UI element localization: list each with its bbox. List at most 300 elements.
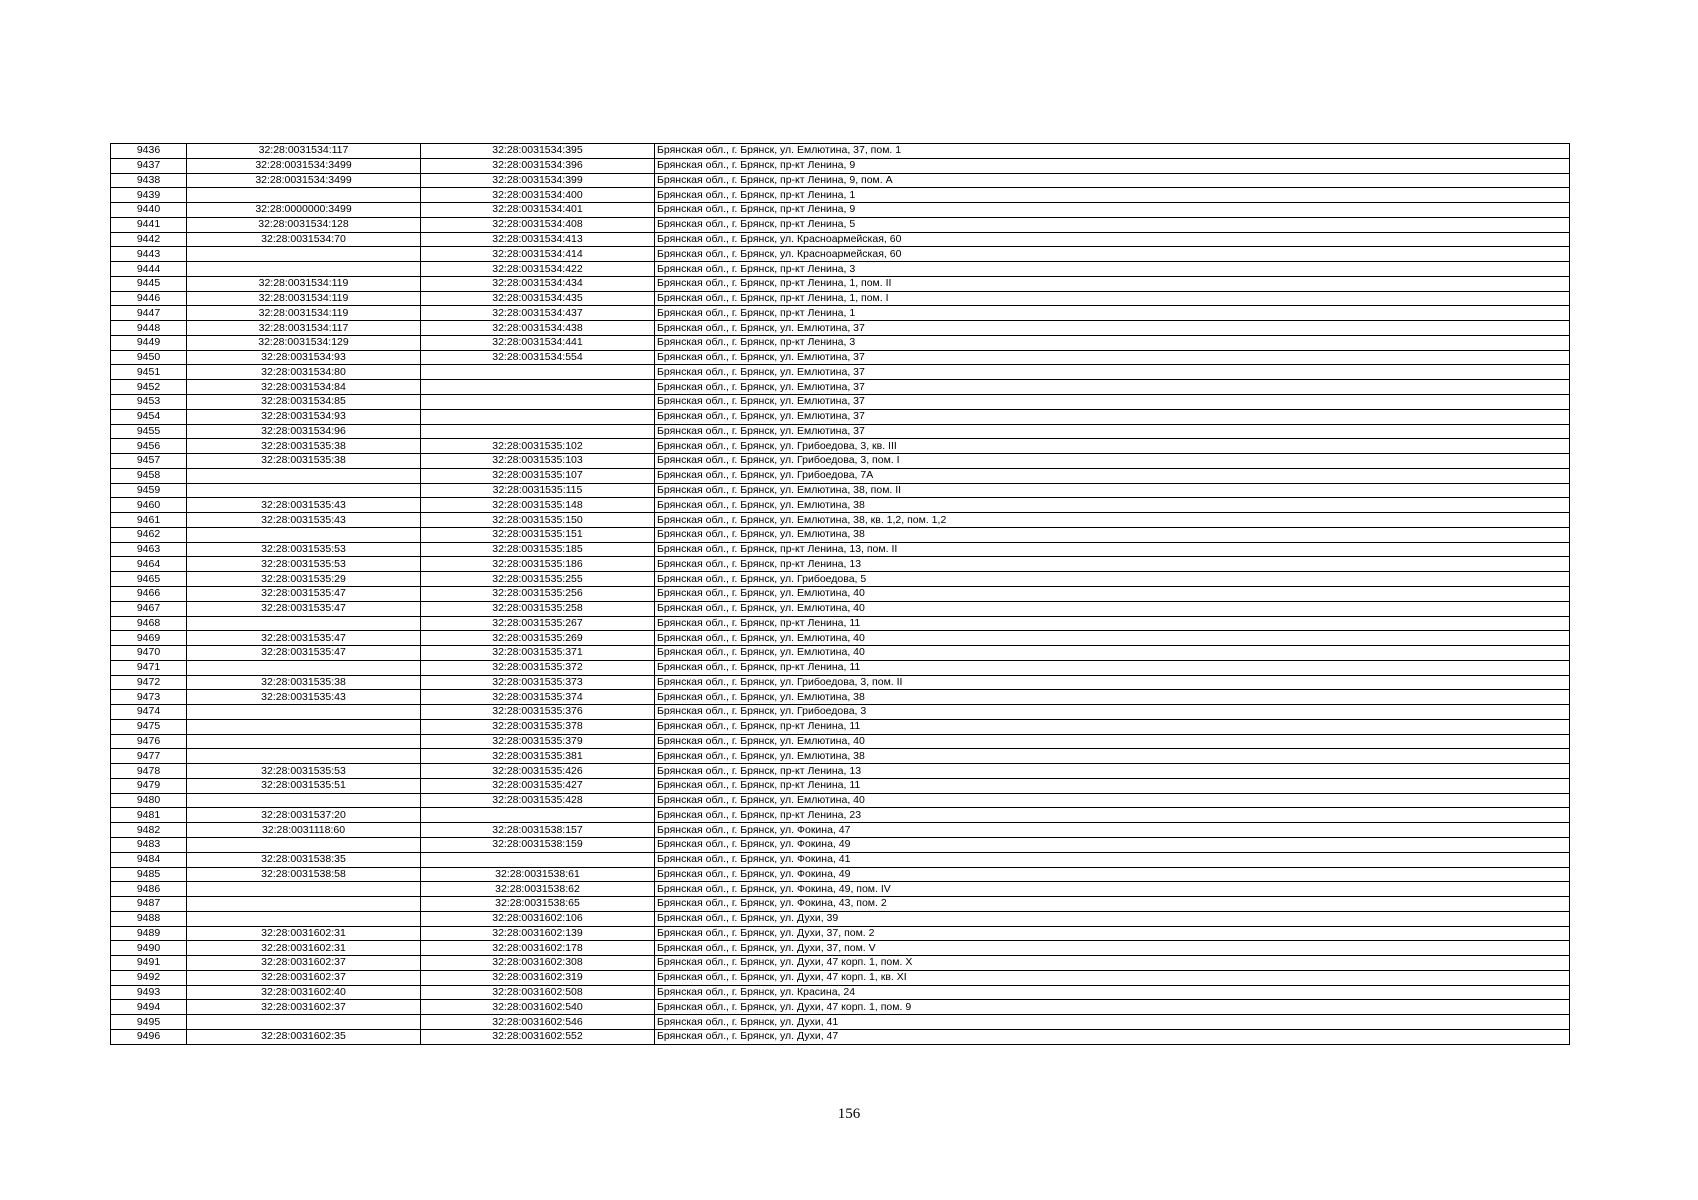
row-number-cell: 9446 bbox=[111, 291, 187, 306]
new-cadastral-number-cell: 32:28:0031535:269 bbox=[421, 631, 655, 646]
row-number-cell: 9456 bbox=[111, 439, 187, 454]
address-cell: Брянская обл., г. Брянск, ул. Грибоедова, 3 bbox=[655, 705, 1570, 720]
old-cadastral-number-cell: 32:28:0031535:43 bbox=[187, 690, 421, 705]
address-cell: Брянская обл., г. Брянск, ул. Грибоедова, 5 bbox=[655, 572, 1570, 587]
address-cell: Брянская обл., г. Брянск, ул. Емлютина, 40 bbox=[655, 646, 1570, 661]
address-cell: Брянская обл., г. Брянск, ул. Емлютина, 37 bbox=[655, 409, 1570, 424]
table-row bbox=[111, 601, 1570, 616]
table-row bbox=[111, 439, 1570, 454]
address-cell: Брянская обл., г. Брянск, ул. Емлютина, 40 bbox=[655, 601, 1570, 616]
row-number-cell: 9496 bbox=[111, 1029, 187, 1044]
new-cadastral-number-cell: 32:28:0031534:554 bbox=[421, 350, 655, 365]
table-row bbox=[111, 646, 1570, 661]
new-cadastral-number-cell: 32:28:0031535:378 bbox=[421, 719, 655, 734]
row-number-cell: 9491 bbox=[111, 956, 187, 971]
row-number-cell: 9448 bbox=[111, 321, 187, 336]
table-row bbox=[111, 985, 1570, 1000]
new-cadastral-number-cell bbox=[421, 395, 655, 410]
new-cadastral-number-cell: 32:28:0031602:319 bbox=[421, 970, 655, 985]
new-cadastral-number-cell: 32:28:0031534:435 bbox=[421, 291, 655, 306]
table-row bbox=[111, 173, 1570, 188]
row-number-cell: 9461 bbox=[111, 513, 187, 528]
old-cadastral-number-cell: 32:28:0031602:37 bbox=[187, 970, 421, 985]
table-row bbox=[111, 897, 1570, 912]
row-number-cell: 9494 bbox=[111, 1000, 187, 1015]
page-number: 156 bbox=[837, 1106, 861, 1122]
new-cadastral-number-cell: 32:28:0031534:437 bbox=[421, 306, 655, 321]
table-row bbox=[111, 778, 1570, 793]
row-number-cell: 9455 bbox=[111, 424, 187, 439]
new-cadastral-number-cell: 32:28:0031534:413 bbox=[421, 232, 655, 247]
old-cadastral-number-cell: 32:28:0031535:51 bbox=[187, 778, 421, 793]
address-cell: Брянская обл., г. Брянск, ул. Емлютина, 38, кв. 1,2, пом. 1,2 bbox=[655, 513, 1570, 528]
row-number-cell: 9479 bbox=[111, 778, 187, 793]
new-cadastral-number-cell: 32:28:0031535:185 bbox=[421, 542, 655, 557]
row-number-cell: 9440 bbox=[111, 203, 187, 218]
row-number-cell: 9475 bbox=[111, 719, 187, 734]
new-cadastral-number-cell: 32:28:0031602:552 bbox=[421, 1029, 655, 1044]
table-row bbox=[111, 631, 1570, 646]
row-number-cell: 9488 bbox=[111, 911, 187, 926]
address-cell: Брянская обл., г. Брянск, ул. Емлютина, 37 bbox=[655, 321, 1570, 336]
row-number-cell: 9450 bbox=[111, 350, 187, 365]
new-cadastral-number-cell: 32:28:0031602:540 bbox=[421, 1000, 655, 1015]
row-number-cell: 9477 bbox=[111, 749, 187, 764]
row-number-cell: 9451 bbox=[111, 365, 187, 380]
new-cadastral-number-cell bbox=[421, 365, 655, 380]
new-cadastral-number-cell bbox=[421, 380, 655, 395]
table-row bbox=[111, 837, 1570, 852]
row-number-cell: 9452 bbox=[111, 380, 187, 395]
table-row bbox=[111, 424, 1570, 439]
old-cadastral-number-cell: 32:28:0031118:60 bbox=[187, 823, 421, 838]
table-row bbox=[111, 276, 1570, 291]
new-cadastral-number-cell: 32:28:0031535:374 bbox=[421, 690, 655, 705]
old-cadastral-number-cell bbox=[187, 837, 421, 852]
row-number-cell: 9437 bbox=[111, 158, 187, 173]
row-number-cell: 9457 bbox=[111, 454, 187, 469]
address-cell: Брянская обл., г. Брянск, пр-кт Ленина, 9 bbox=[655, 203, 1570, 218]
table-row bbox=[111, 365, 1570, 380]
old-cadastral-number-cell: 32:28:0031602:31 bbox=[187, 926, 421, 941]
row-number-cell: 9482 bbox=[111, 823, 187, 838]
table-row bbox=[111, 306, 1570, 321]
old-cadastral-number-cell: 32:28:0031535:38 bbox=[187, 454, 421, 469]
new-cadastral-number-cell: 32:28:0031534:422 bbox=[421, 262, 655, 277]
new-cadastral-number-cell: 32:28:0031602:139 bbox=[421, 926, 655, 941]
old-cadastral-number-cell: 32:28:0031534:3499 bbox=[187, 158, 421, 173]
table-row bbox=[111, 498, 1570, 513]
old-cadastral-number-cell: 32:28:0031535:38 bbox=[187, 439, 421, 454]
old-cadastral-number-cell bbox=[187, 882, 421, 897]
new-cadastral-number-cell: 32:28:0031535:115 bbox=[421, 483, 655, 498]
old-cadastral-number-cell: 32:28:0031534:96 bbox=[187, 424, 421, 439]
old-cadastral-number-cell: 32:28:0031534:84 bbox=[187, 380, 421, 395]
row-number-cell: 9441 bbox=[111, 217, 187, 232]
address-cell: Брянская обл., г. Брянск, пр-кт Ленина, 3 bbox=[655, 262, 1570, 277]
row-number-cell: 9439 bbox=[111, 188, 187, 203]
old-cadastral-number-cell: 32:28:0031535:47 bbox=[187, 586, 421, 601]
old-cadastral-number-cell: 32:28:0031535:47 bbox=[187, 601, 421, 616]
address-cell: Брянская обл., г. Брянск, ул. Духи, 47 корп. 1, пом. 9 bbox=[655, 1000, 1570, 1015]
row-number-cell: 9467 bbox=[111, 601, 187, 616]
old-cadastral-number-cell: 32:28:0031602:37 bbox=[187, 956, 421, 971]
row-number-cell: 9449 bbox=[111, 335, 187, 350]
new-cadastral-number-cell: 32:28:0031535:186 bbox=[421, 557, 655, 572]
new-cadastral-number-cell: 32:28:0031538:159 bbox=[421, 837, 655, 852]
address-cell: Брянская обл., г. Брянск, ул. Емлютина, 37, пом. 1 bbox=[655, 144, 1570, 159]
table-row bbox=[111, 867, 1570, 882]
new-cadastral-number-cell: 32:28:0031535:255 bbox=[421, 572, 655, 587]
new-cadastral-number-cell bbox=[421, 424, 655, 439]
row-number-cell: 9453 bbox=[111, 395, 187, 410]
address-cell: Брянская обл., г. Брянск, ул. Грибоедова, 7А bbox=[655, 468, 1570, 483]
old-cadastral-number-cell: 32:28:0031534:80 bbox=[187, 365, 421, 380]
row-number-cell: 9468 bbox=[111, 616, 187, 631]
table-row bbox=[111, 970, 1570, 985]
new-cadastral-number-cell: 32:28:0031534:401 bbox=[421, 203, 655, 218]
table-row bbox=[111, 808, 1570, 823]
table-row bbox=[111, 719, 1570, 734]
table-row bbox=[111, 823, 1570, 838]
old-cadastral-number-cell: 32:28:0000000:3499 bbox=[187, 203, 421, 218]
address-cell: Брянская обл., г. Брянск, ул. Фокина, 49 bbox=[655, 867, 1570, 882]
old-cadastral-number-cell: 32:28:0031538:35 bbox=[187, 852, 421, 867]
address-cell: Брянская обл., г. Брянск, пр-кт Ленина, 9, пом. А bbox=[655, 173, 1570, 188]
new-cadastral-number-cell bbox=[421, 409, 655, 424]
address-cell: Брянская обл., г. Брянск, пр-кт Ленина, 1 bbox=[655, 306, 1570, 321]
table-row bbox=[111, 232, 1570, 247]
table-row bbox=[111, 941, 1570, 956]
new-cadastral-number-cell: 32:28:0031602:308 bbox=[421, 956, 655, 971]
old-cadastral-number-cell bbox=[187, 897, 421, 912]
address-cell: Брянская обл., г. Брянск, пр-кт Ленина, 11 bbox=[655, 719, 1570, 734]
new-cadastral-number-cell: 32:28:0031534:438 bbox=[421, 321, 655, 336]
new-cadastral-number-cell: 32:28:0031534:395 bbox=[421, 144, 655, 159]
address-cell: Брянская обл., г. Брянск, ул. Духи, 37, пом. 2 bbox=[655, 926, 1570, 941]
address-cell: Брянская обл., г. Брянск, пр-кт Ленина, 1 bbox=[655, 188, 1570, 203]
address-cell: Брянская обл., г. Брянск, ул. Емлютина, 38 bbox=[655, 527, 1570, 542]
table-row bbox=[111, 616, 1570, 631]
address-cell: Брянская обл., г. Брянск, ул. Фокина, 49 bbox=[655, 837, 1570, 852]
new-cadastral-number-cell: 32:28:0031535:427 bbox=[421, 778, 655, 793]
cadastral-table bbox=[110, 143, 1570, 1045]
address-cell: Брянская обл., г. Брянск, ул. Духи, 47 bbox=[655, 1029, 1570, 1044]
address-cell: Брянская обл., г. Брянск, ул. Красноармейская, 60 bbox=[655, 247, 1570, 262]
new-cadastral-number-cell bbox=[421, 808, 655, 823]
row-number-cell: 9470 bbox=[111, 646, 187, 661]
table-row bbox=[111, 690, 1570, 705]
new-cadastral-number-cell: 32:28:0031535:102 bbox=[421, 439, 655, 454]
new-cadastral-number-cell: 32:28:0031535:426 bbox=[421, 764, 655, 779]
address-cell: Брянская обл., г. Брянск, ул. Емлютина, 40 bbox=[655, 734, 1570, 749]
address-cell: Брянская обл., г. Брянск, ул. Емлютина, 37 bbox=[655, 350, 1570, 365]
address-cell: Брянская обл., г. Брянск, ул. Емлютина, 38, пом. II bbox=[655, 483, 1570, 498]
old-cadastral-number-cell bbox=[187, 734, 421, 749]
new-cadastral-number-cell: 32:28:0031538:65 bbox=[421, 897, 655, 912]
row-number-cell: 9490 bbox=[111, 941, 187, 956]
row-number-cell: 9484 bbox=[111, 852, 187, 867]
table-row bbox=[111, 586, 1570, 601]
row-number-cell: 9495 bbox=[111, 1015, 187, 1030]
row-number-cell: 9469 bbox=[111, 631, 187, 646]
address-cell: Брянская обл., г. Брянск, ул. Фокина, 49, пом. IV bbox=[655, 882, 1570, 897]
old-cadastral-number-cell: 32:28:0031534:119 bbox=[187, 276, 421, 291]
table-row bbox=[111, 793, 1570, 808]
new-cadastral-number-cell: 32:28:0031535:373 bbox=[421, 675, 655, 690]
new-cadastral-number-cell: 32:28:0031535:107 bbox=[421, 468, 655, 483]
address-cell: Брянская обл., г. Брянск, ул. Емлютина, 37 bbox=[655, 365, 1570, 380]
row-number-cell: 9493 bbox=[111, 985, 187, 1000]
table-row bbox=[111, 675, 1570, 690]
row-number-cell: 9442 bbox=[111, 232, 187, 247]
old-cadastral-number-cell: 32:28:0031534:93 bbox=[187, 409, 421, 424]
table-row bbox=[111, 734, 1570, 749]
table-row bbox=[111, 454, 1570, 469]
old-cadastral-number-cell: 32:28:0031534:117 bbox=[187, 144, 421, 159]
row-number-cell: 9483 bbox=[111, 837, 187, 852]
old-cadastral-number-cell bbox=[187, 660, 421, 675]
row-number-cell: 9462 bbox=[111, 527, 187, 542]
old-cadastral-number-cell: 32:28:0031534:85 bbox=[187, 395, 421, 410]
old-cadastral-number-cell: 32:28:0031534:119 bbox=[187, 306, 421, 321]
new-cadastral-number-cell: 32:28:0031535:376 bbox=[421, 705, 655, 720]
row-number-cell: 9465 bbox=[111, 572, 187, 587]
new-cadastral-number-cell: 32:28:0031535:379 bbox=[421, 734, 655, 749]
table-row bbox=[111, 911, 1570, 926]
old-cadastral-number-cell: 32:28:0031534:128 bbox=[187, 217, 421, 232]
old-cadastral-number-cell bbox=[187, 247, 421, 262]
row-number-cell: 9445 bbox=[111, 276, 187, 291]
table-body bbox=[111, 144, 1570, 1045]
address-cell: Брянская обл., г. Брянск, пр-кт Ленина, 13, пом. II bbox=[655, 542, 1570, 557]
new-cadastral-number-cell: 32:28:0031534:396 bbox=[421, 158, 655, 173]
new-cadastral-number-cell: 32:28:0031535:258 bbox=[421, 601, 655, 616]
address-cell: Брянская обл., г. Брянск, пр-кт Ленина, 11 bbox=[655, 660, 1570, 675]
address-cell: Брянская обл., г. Брянск, ул. Духи, 37, пом. V bbox=[655, 941, 1570, 956]
address-cell: Брянская обл., г. Брянск, ул. Емлютина, 37 bbox=[655, 395, 1570, 410]
row-number-cell: 9464 bbox=[111, 557, 187, 572]
new-cadastral-number-cell: 32:28:0031535:148 bbox=[421, 498, 655, 513]
old-cadastral-number-cell: 32:28:0031535:47 bbox=[187, 631, 421, 646]
table-row bbox=[111, 1029, 1570, 1044]
new-cadastral-number-cell: 32:28:0031534:399 bbox=[421, 173, 655, 188]
old-cadastral-number-cell: 32:28:0031602:40 bbox=[187, 985, 421, 1000]
new-cadastral-number-cell: 32:28:0031535:267 bbox=[421, 616, 655, 631]
table-row bbox=[111, 926, 1570, 941]
table-row bbox=[111, 882, 1570, 897]
new-cadastral-number-cell: 32:28:0031535:372 bbox=[421, 660, 655, 675]
new-cadastral-number-cell: 32:28:0031538:62 bbox=[421, 882, 655, 897]
address-cell: Брянская обл., г. Брянск, ул. Духи, 41 bbox=[655, 1015, 1570, 1030]
address-cell: Брянская обл., г. Брянск, пр-кт Ленина, 1, пом. II bbox=[655, 276, 1570, 291]
row-number-cell: 9481 bbox=[111, 808, 187, 823]
row-number-cell: 9487 bbox=[111, 897, 187, 912]
table-row bbox=[111, 291, 1570, 306]
address-cell: Брянская обл., г. Брянск, ул. Емлютина, 38 bbox=[655, 749, 1570, 764]
old-cadastral-number-cell: 32:28:0031535:53 bbox=[187, 542, 421, 557]
address-cell: Брянская обл., г. Брянск, пр-кт Ленина, 11 bbox=[655, 778, 1570, 793]
new-cadastral-number-cell: 32:28:0031534:441 bbox=[421, 335, 655, 350]
old-cadastral-number-cell bbox=[187, 793, 421, 808]
new-cadastral-number-cell: 32:28:0031535:256 bbox=[421, 586, 655, 601]
row-number-cell: 9478 bbox=[111, 764, 187, 779]
old-cadastral-number-cell: 32:28:0031535:53 bbox=[187, 764, 421, 779]
row-number-cell: 9438 bbox=[111, 173, 187, 188]
new-cadastral-number-cell: 32:28:0031602:106 bbox=[421, 911, 655, 926]
new-cadastral-number-cell: 32:28:0031534:414 bbox=[421, 247, 655, 262]
old-cadastral-number-cell bbox=[187, 188, 421, 203]
address-cell: Брянская обл., г. Брянск, ул. Фокина, 41 bbox=[655, 852, 1570, 867]
row-number-cell: 9460 bbox=[111, 498, 187, 513]
new-cadastral-number-cell: 32:28:0031602:508 bbox=[421, 985, 655, 1000]
old-cadastral-number-cell: 32:28:0031535:43 bbox=[187, 498, 421, 513]
address-cell: Брянская обл., г. Брянск, ул. Духи, 39 bbox=[655, 911, 1570, 926]
row-number-cell: 9492 bbox=[111, 970, 187, 985]
row-number-cell: 9466 bbox=[111, 586, 187, 601]
table-row bbox=[111, 380, 1570, 395]
table-row bbox=[111, 321, 1570, 336]
row-number-cell: 9480 bbox=[111, 793, 187, 808]
table-row bbox=[111, 262, 1570, 277]
table-row bbox=[111, 572, 1570, 587]
row-number-cell: 9463 bbox=[111, 542, 187, 557]
old-cadastral-number-cell: 32:28:0031602:35 bbox=[187, 1029, 421, 1044]
address-cell: Брянская обл., г. Брянск, ул. Духи, 47 корп. 1, кв. XI bbox=[655, 970, 1570, 985]
old-cadastral-number-cell: 32:28:0031538:58 bbox=[187, 867, 421, 882]
new-cadastral-number-cell: 32:28:0031534:400 bbox=[421, 188, 655, 203]
table-row bbox=[111, 247, 1570, 262]
table-row bbox=[111, 1000, 1570, 1015]
new-cadastral-number-cell: 32:28:0031535:103 bbox=[421, 454, 655, 469]
new-cadastral-number-cell: 32:28:0031535:150 bbox=[421, 513, 655, 528]
old-cadastral-number-cell bbox=[187, 616, 421, 631]
new-cadastral-number-cell: 32:28:0031538:157 bbox=[421, 823, 655, 838]
row-number-cell: 9471 bbox=[111, 660, 187, 675]
row-number-cell: 9472 bbox=[111, 675, 187, 690]
address-cell: Брянская обл., г. Брянск, ул. Красноармейская, 60 bbox=[655, 232, 1570, 247]
table-row bbox=[111, 660, 1570, 675]
new-cadastral-number-cell: 32:28:0031535:371 bbox=[421, 646, 655, 661]
table-row bbox=[111, 483, 1570, 498]
old-cadastral-number-cell bbox=[187, 483, 421, 498]
old-cadastral-number-cell bbox=[187, 468, 421, 483]
new-cadastral-number-cell: 32:28:0031602:178 bbox=[421, 941, 655, 956]
old-cadastral-number-cell: 32:28:0031534:93 bbox=[187, 350, 421, 365]
table-row bbox=[111, 409, 1570, 424]
table-row bbox=[111, 749, 1570, 764]
table-row bbox=[111, 217, 1570, 232]
old-cadastral-number-cell bbox=[187, 911, 421, 926]
old-cadastral-number-cell bbox=[187, 705, 421, 720]
address-cell: Брянская обл., г. Брянск, ул. Фокина, 43, пом. 2 bbox=[655, 897, 1570, 912]
new-cadastral-number-cell: 32:28:0031538:61 bbox=[421, 867, 655, 882]
table-row bbox=[111, 188, 1570, 203]
address-cell: Брянская обл., г. Брянск, пр-кт Ленина, 1, пом. I bbox=[655, 291, 1570, 306]
old-cadastral-number-cell: 32:28:0031537:20 bbox=[187, 808, 421, 823]
old-cadastral-number-cell: 32:28:0031534:70 bbox=[187, 232, 421, 247]
row-number-cell: 9476 bbox=[111, 734, 187, 749]
table-row bbox=[111, 956, 1570, 971]
address-cell: Брянская обл., г. Брянск, ул. Красина, 24 bbox=[655, 985, 1570, 1000]
address-cell: Брянская обл., г. Брянск, ул. Емлютина, 40 bbox=[655, 631, 1570, 646]
row-number-cell: 9444 bbox=[111, 262, 187, 277]
address-cell: Брянская обл., г. Брянск, ул. Духи, 47 корп. 1, пом. X bbox=[655, 956, 1570, 971]
address-cell: Брянская обл., г. Брянск, пр-кт Ленина, 13 bbox=[655, 557, 1570, 572]
old-cadastral-number-cell: 32:28:0031534:129 bbox=[187, 335, 421, 350]
new-cadastral-number-cell: 32:28:0031535:428 bbox=[421, 793, 655, 808]
row-number-cell: 9485 bbox=[111, 867, 187, 882]
table-row bbox=[111, 335, 1570, 350]
table-row bbox=[111, 705, 1570, 720]
table-row bbox=[111, 395, 1570, 410]
old-cadastral-number-cell bbox=[187, 262, 421, 277]
address-cell: Брянская обл., г. Брянск, ул. Грибоедова, 3, пом. II bbox=[655, 675, 1570, 690]
old-cadastral-number-cell bbox=[187, 1015, 421, 1030]
address-cell: Брянская обл., г. Брянск, ул. Емлютина, 37 bbox=[655, 380, 1570, 395]
old-cadastral-number-cell: 32:28:0031534:117 bbox=[187, 321, 421, 336]
address-cell: Брянская обл., г. Брянск, пр-кт Ленина, 13 bbox=[655, 764, 1570, 779]
row-number-cell: 9443 bbox=[111, 247, 187, 262]
old-cadastral-number-cell bbox=[187, 719, 421, 734]
row-number-cell: 9474 bbox=[111, 705, 187, 720]
address-cell: Брянская обл., г. Брянск, пр-кт Ленина, 5 bbox=[655, 217, 1570, 232]
old-cadastral-number-cell bbox=[187, 749, 421, 764]
table-row bbox=[111, 144, 1570, 159]
row-number-cell: 9473 bbox=[111, 690, 187, 705]
row-number-cell: 9436 bbox=[111, 144, 187, 159]
address-cell: Брянская обл., г. Брянск, пр-кт Ленина, 11 bbox=[655, 616, 1570, 631]
table-row bbox=[111, 852, 1570, 867]
address-cell: Брянская обл., г. Брянск, ул. Фокина, 47 bbox=[655, 823, 1570, 838]
table-row bbox=[111, 350, 1570, 365]
old-cadastral-number-cell: 32:28:0031535:38 bbox=[187, 675, 421, 690]
table-row bbox=[111, 158, 1570, 173]
table-row bbox=[111, 1015, 1570, 1030]
old-cadastral-number-cell: 32:28:0031535:43 bbox=[187, 513, 421, 528]
new-cadastral-number-cell: 32:28:0031602:546 bbox=[421, 1015, 655, 1030]
new-cadastral-number-cell: 32:28:0031535:151 bbox=[421, 527, 655, 542]
address-cell: Брянская обл., г. Брянск, ул. Емлютина, 40 bbox=[655, 586, 1570, 601]
new-cadastral-number-cell: 32:28:0031535:381 bbox=[421, 749, 655, 764]
row-number-cell: 9459 bbox=[111, 483, 187, 498]
table-row bbox=[111, 527, 1570, 542]
old-cadastral-number-cell: 32:28:0031602:31 bbox=[187, 941, 421, 956]
row-number-cell: 9454 bbox=[111, 409, 187, 424]
new-cadastral-number-cell: 32:28:0031534:434 bbox=[421, 276, 655, 291]
address-cell: Брянская обл., г. Брянск, ул. Грибоедова, 3, пом. I bbox=[655, 454, 1570, 469]
old-cadastral-number-cell: 32:28:0031535:53 bbox=[187, 557, 421, 572]
address-cell: Брянская обл., г. Брянск, пр-кт Ленина, 23 bbox=[655, 808, 1570, 823]
old-cadastral-number-cell bbox=[187, 527, 421, 542]
address-cell: Брянская обл., г. Брянск, ул. Емлютина, 38 bbox=[655, 498, 1570, 513]
address-cell: Брянская обл., г. Брянск, пр-кт Ленина, 9 bbox=[655, 158, 1570, 173]
table-row bbox=[111, 557, 1570, 572]
new-cadastral-number-cell bbox=[421, 852, 655, 867]
address-cell: Брянская обл., г. Брянск, ул. Грибоедова, 3, кв. III bbox=[655, 439, 1570, 454]
row-number-cell: 9486 bbox=[111, 882, 187, 897]
table-row bbox=[111, 513, 1570, 528]
row-number-cell: 9458 bbox=[111, 468, 187, 483]
old-cadastral-number-cell: 32:28:0031535:47 bbox=[187, 646, 421, 661]
table-row bbox=[111, 764, 1570, 779]
old-cadastral-number-cell: 32:28:0031535:29 bbox=[187, 572, 421, 587]
table-row bbox=[111, 542, 1570, 557]
table-row bbox=[111, 468, 1570, 483]
old-cadastral-number-cell: 32:28:0031534:119 bbox=[187, 291, 421, 306]
old-cadastral-number-cell: 32:28:0031534:3499 bbox=[187, 173, 421, 188]
old-cadastral-number-cell: 32:28:0031602:37 bbox=[187, 1000, 421, 1015]
